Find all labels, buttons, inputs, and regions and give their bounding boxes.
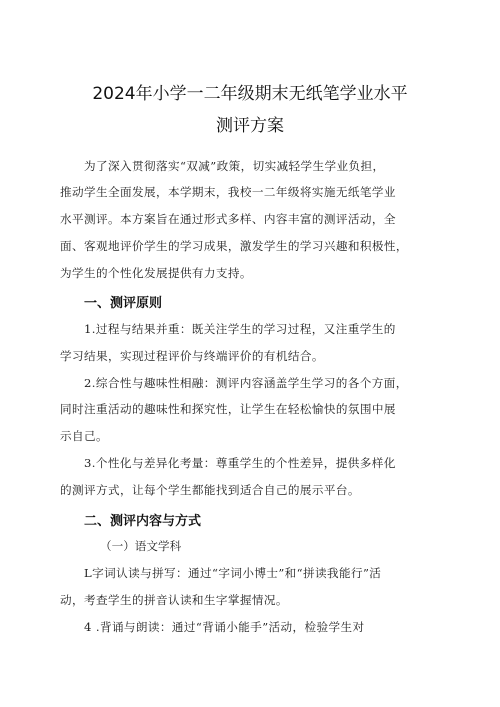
document-title-line2: 测评方案: [216, 116, 284, 136]
principle-2-line: 同时注重活动的趣味性和探究性，让学生在轻松愉快的氛围中展: [60, 402, 396, 416]
section-heading-content: 二、测评内容与方式: [84, 514, 202, 529]
subsection-chinese: （一）语文学科: [100, 539, 182, 553]
intro-line: 推动学生全面发展，本学期末，我校一二年级将实施无纸笔学业: [60, 185, 396, 199]
principle-2-line: 2.综合性与趣味性相融：测评内容涵盖学生学习的各个方面，: [84, 376, 408, 390]
intro-line: 水平测评。本方案旨在通过形式多样、内容丰富的测评活动，全: [60, 212, 396, 226]
principle-3-line: 3.个性化与差异化考量：尊重学生的个性差异，提供多样化: [84, 456, 396, 470]
chinese-item-1-line: 动，考查学生的拼音认读和生字掌握情况。: [60, 593, 288, 607]
document-title-line1: 2024年小学一二年级期末无纸笔学业水平: [92, 84, 408, 104]
principle-2-line: 示自己。: [60, 429, 108, 443]
principle-3-line: 的测评方式，让每个学生都能找到适合自己的展示平台。: [60, 483, 360, 497]
section-heading-principles: 一、测评原则: [84, 296, 163, 311]
principle-1-line: 1.过程与结果并重：既关注学生的学习过程，又注重学生的: [84, 322, 396, 336]
chinese-item-2-line: 4 .背诵与朗读：通过“背诵小能手”活动，检验学生对: [84, 620, 365, 634]
intro-line: 面、客观地评价学生的学习成果，激发学生的学习兴趣和积极性，: [60, 239, 408, 253]
principle-1-line: 学习结果，实现过程评价与终端评价的有机结合。: [60, 349, 324, 363]
intro-line: 为学生的个性化发展提供有力支持。: [60, 266, 252, 280]
chinese-item-1-line: L字词认读与拼写：通过“字词小博士”和“拼读我能行”活: [84, 566, 382, 580]
intro-line: 为了深入贯彻落实“双减”政策，切实减轻学生学业负担，: [84, 159, 385, 173]
